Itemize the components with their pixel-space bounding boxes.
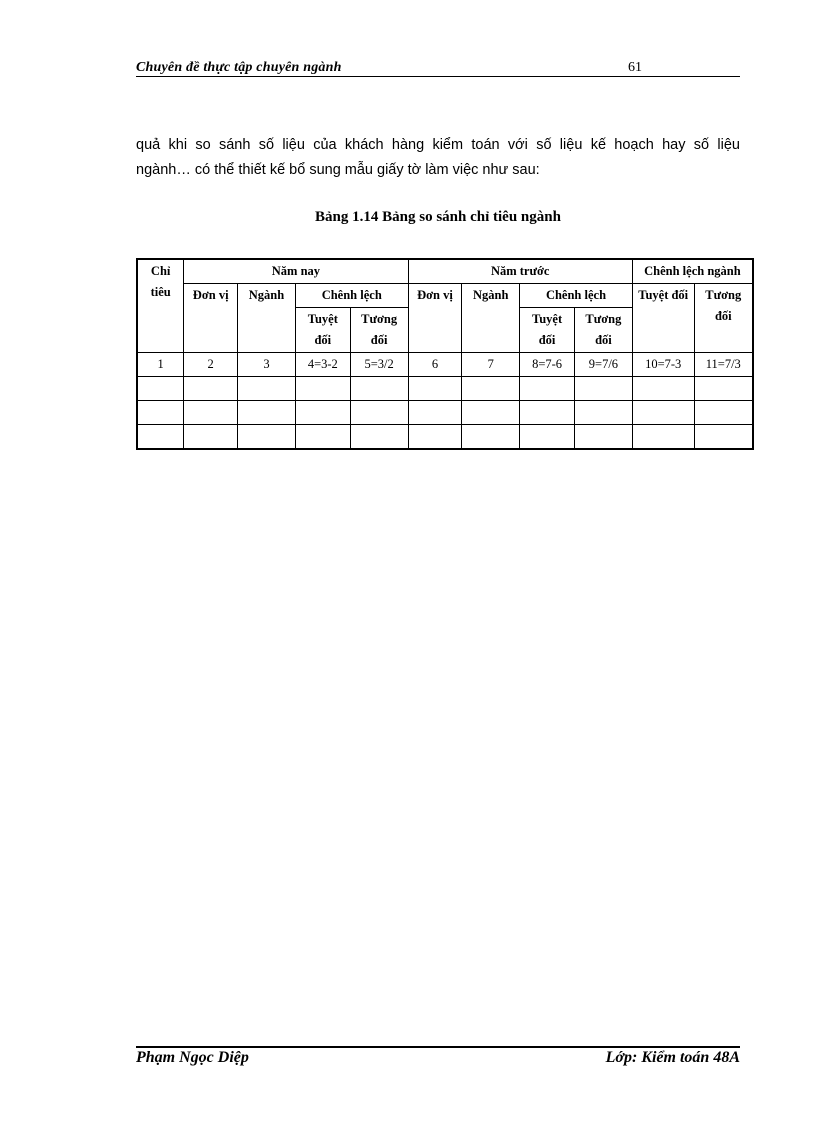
- column-number-row: [137, 353, 753, 377]
- empty-cell: [350, 425, 408, 450]
- column-number: 7: [462, 353, 520, 377]
- empty-cell: [574, 377, 632, 401]
- table-header-row-2: [137, 284, 753, 308]
- empty-cell: [462, 425, 520, 450]
- author-name: Phạm Ngọc Diệp: [136, 1049, 249, 1066]
- paragraph-line-1: quả khi so sánh số liệu của khách hàng kiểm toán với số liệu kế hoạch hay số liệu: [136, 137, 740, 153]
- header-chenh-lech-nganh: Chênh lệch ngành: [632, 259, 753, 284]
- column-number: 5=3/2: [350, 353, 408, 377]
- header-chenh-lech: Chênh lệch: [295, 284, 408, 308]
- empty-cell: [694, 401, 753, 425]
- empty-cell: [520, 425, 575, 450]
- empty-cell: [408, 377, 462, 401]
- comparison-table: [136, 258, 754, 450]
- page-header: [136, 62, 740, 77]
- empty-cell: [184, 425, 238, 450]
- header-don-vi: Đơn vị: [408, 284, 462, 353]
- table-header-row-1: [137, 259, 753, 284]
- empty-cell: [184, 401, 238, 425]
- empty-cell: [520, 377, 575, 401]
- header-don-vi: Đơn vị: [184, 284, 238, 353]
- column-number: 4=3-2: [295, 353, 350, 377]
- column-number: 1: [137, 353, 184, 377]
- empty-row: [137, 425, 753, 450]
- column-number: 3: [238, 353, 296, 377]
- column-number: 11=7/3: [694, 353, 753, 377]
- column-number: 6: [408, 353, 462, 377]
- header-nam-truoc: Năm trước: [408, 259, 632, 284]
- header-nganh: Ngành: [462, 284, 520, 353]
- empty-cell: [574, 401, 632, 425]
- empty-cell: [574, 425, 632, 450]
- empty-cell: [408, 401, 462, 425]
- empty-cell: [238, 377, 296, 401]
- empty-cell: [462, 377, 520, 401]
- empty-cell: [295, 401, 350, 425]
- header-nam-nay: Năm nay: [184, 259, 408, 284]
- empty-cell: [295, 377, 350, 401]
- header-tuyet-doi: Tuyệt đối: [295, 308, 350, 353]
- empty-cell: [408, 425, 462, 450]
- empty-row: [137, 401, 753, 425]
- header-tuong-doi: Tương đối: [350, 308, 408, 353]
- header-tuyet-doi: Tuyệt đối: [632, 284, 694, 353]
- header-tuong-doi: Tương đối: [574, 308, 632, 353]
- empty-cell: [184, 377, 238, 401]
- empty-cell: [295, 425, 350, 450]
- empty-cell: [137, 425, 184, 450]
- empty-cell: [137, 401, 184, 425]
- empty-cell: [350, 401, 408, 425]
- empty-cell: [238, 401, 296, 425]
- header-chi-tieu: Chỉ tiêu: [137, 259, 184, 353]
- column-number: 9=7/6: [574, 353, 632, 377]
- empty-cell: [137, 377, 184, 401]
- header-tuong-doi: Tương đối: [694, 284, 753, 353]
- empty-cell: [350, 377, 408, 401]
- header-nganh: Ngành: [238, 284, 296, 353]
- empty-cell: [462, 401, 520, 425]
- document-title: Chuyên đề thực tập chuyên ngành: [136, 60, 342, 75]
- page-footer: [136, 1046, 740, 1078]
- column-number: 8=7-6: [520, 353, 575, 377]
- empty-cell: [238, 425, 296, 450]
- empty-cell: [632, 377, 694, 401]
- empty-cell: [520, 401, 575, 425]
- empty-cell: [694, 377, 753, 401]
- header-chenh-lech: Chênh lệch: [520, 284, 633, 308]
- page-number: 61: [628, 60, 642, 75]
- column-number: 2: [184, 353, 238, 377]
- paragraph-line-2: ngành… có thể thiết kế bổ sung mẫu giấy tờ làm việc như sau:: [136, 162, 540, 178]
- table-caption: Bảng 1.14 Bảng so sánh chỉ tiêu ngành: [315, 209, 561, 225]
- header-tuyet-doi: Tuyệt đối: [520, 308, 575, 353]
- empty-cell: [694, 425, 753, 450]
- empty-cell: [632, 425, 694, 450]
- class-label: Lớp: Kiểm toán 48A: [605, 1049, 740, 1066]
- empty-row: [137, 377, 753, 401]
- body-paragraph: [136, 133, 740, 183]
- column-number: 10=7-3: [632, 353, 694, 377]
- empty-cell: [632, 401, 694, 425]
